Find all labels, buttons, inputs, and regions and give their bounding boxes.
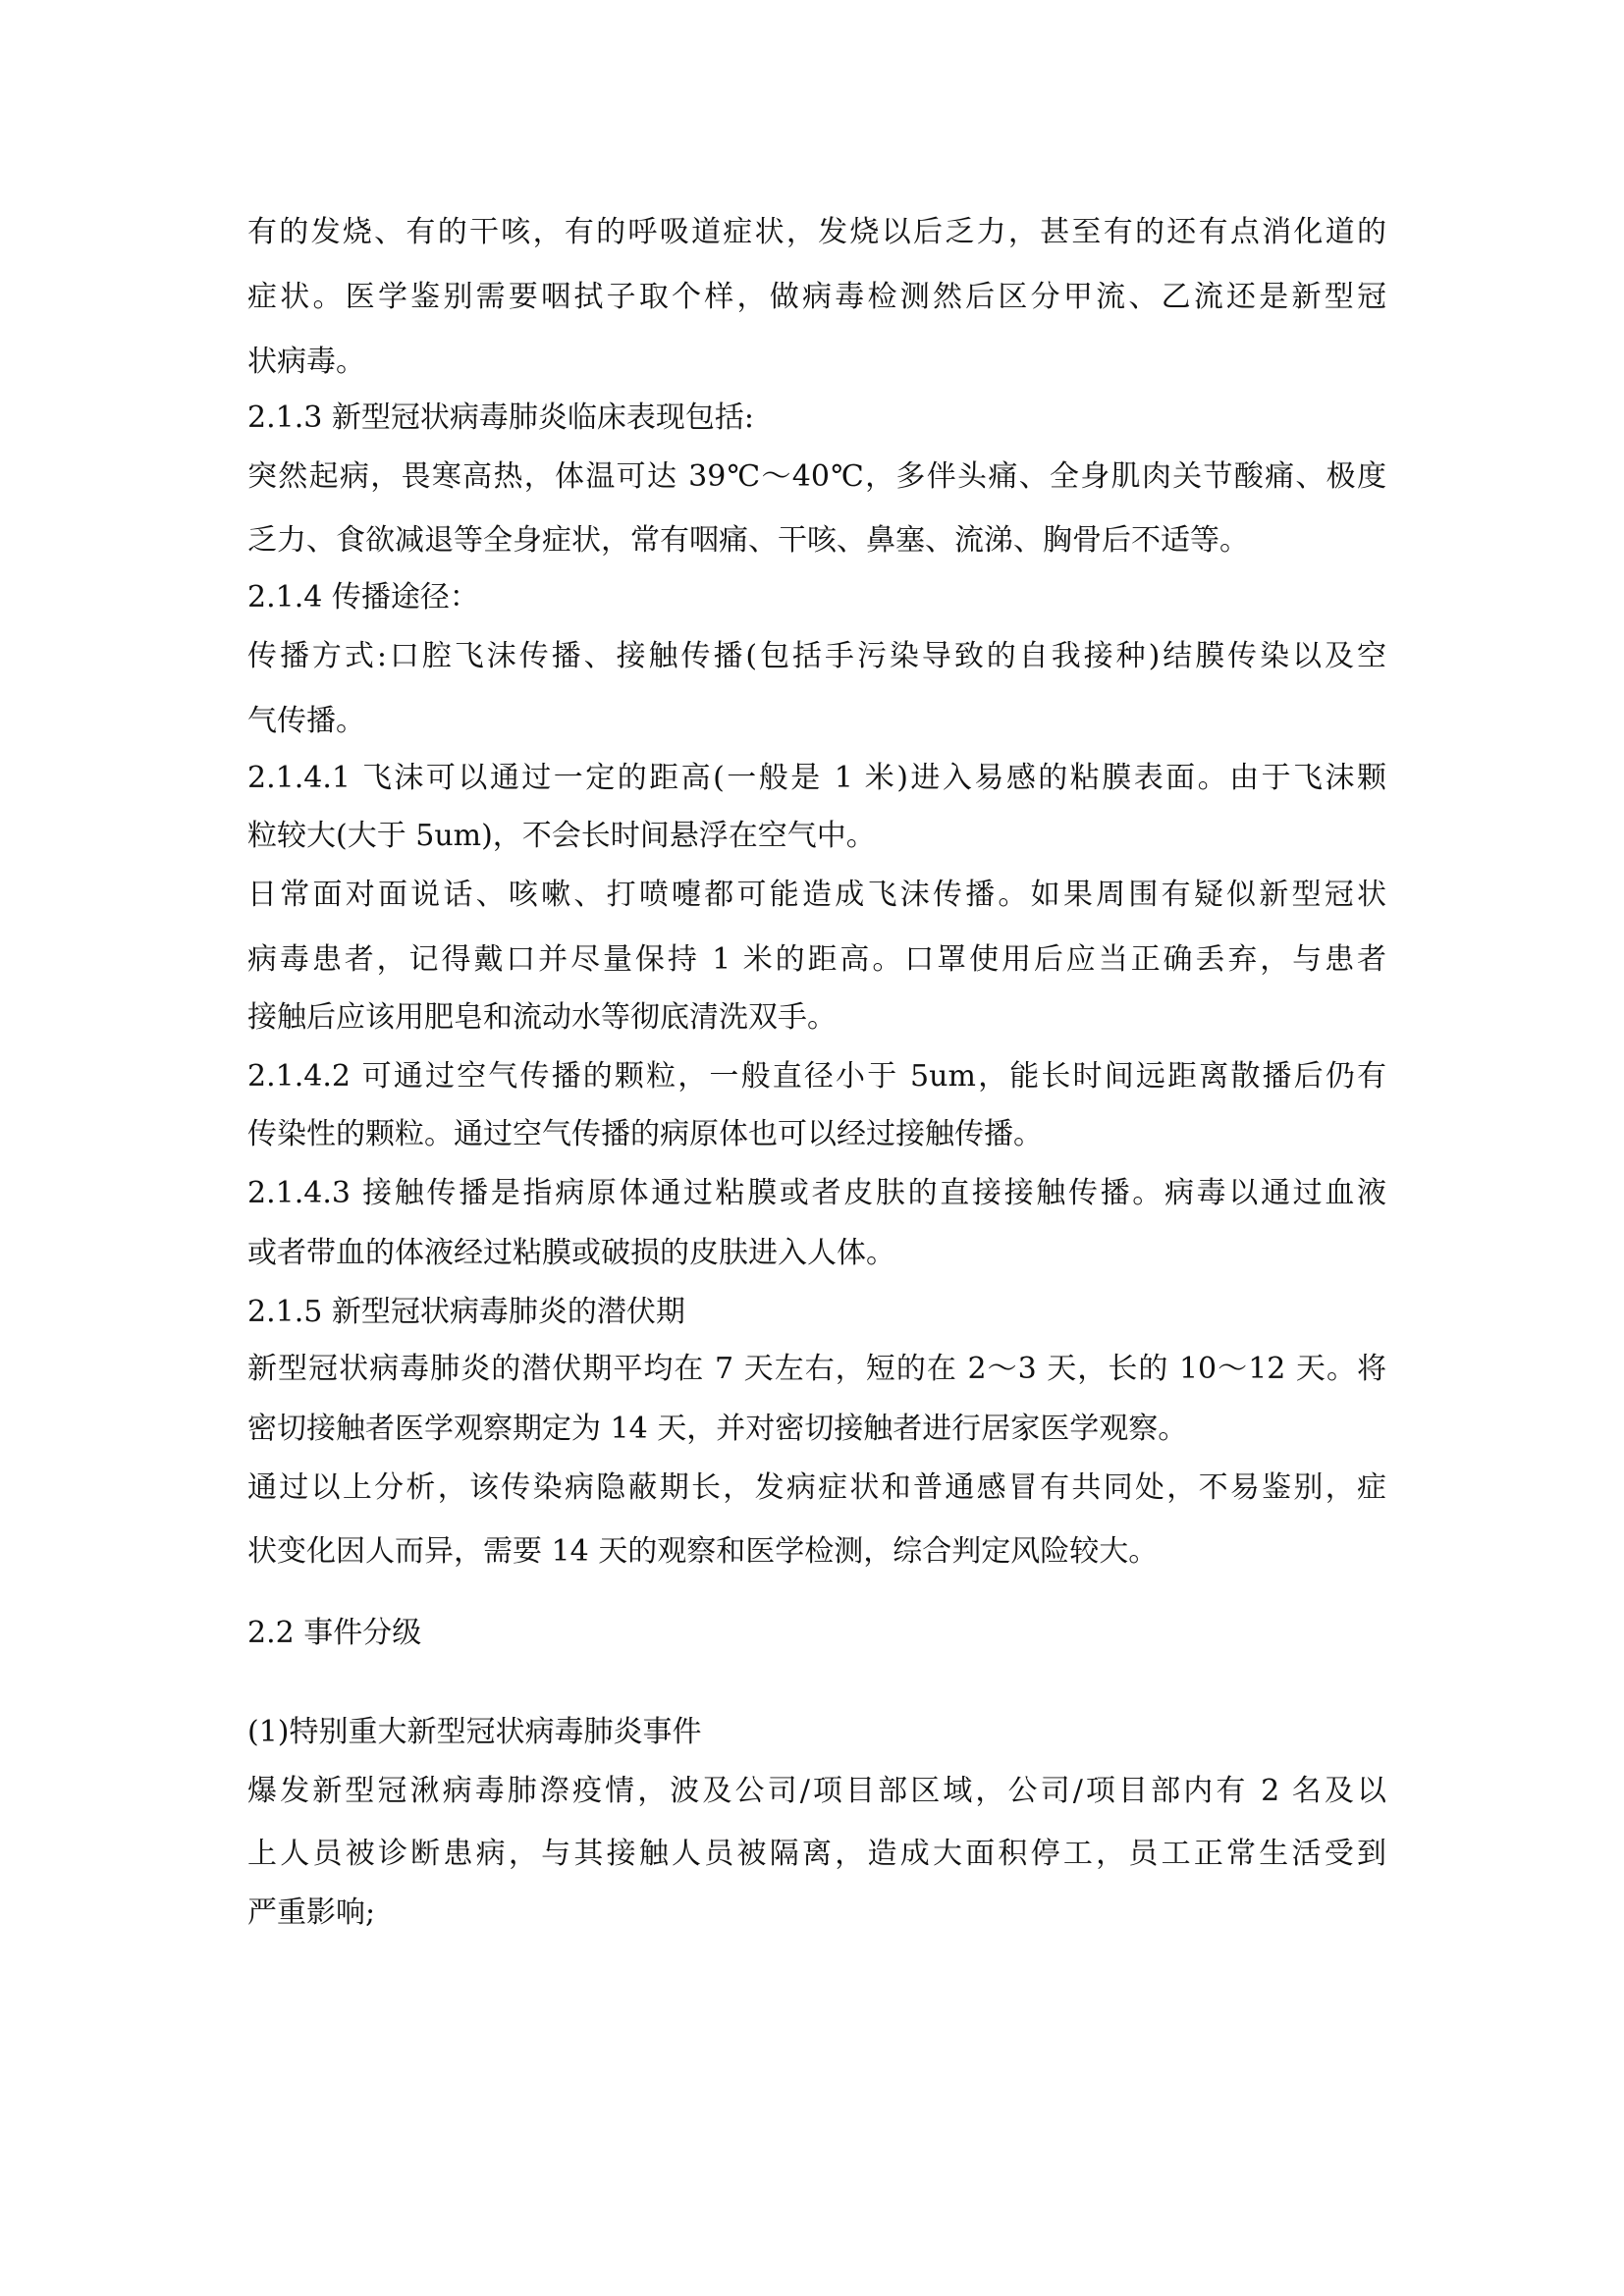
paragraph-line: 或者带血的体液经过粘膜或破损的皮肤进入人体。 bbox=[247, 1236, 895, 1270]
paragraph-line: 密切接触者医学观察期定为 14 天，并对密切接触者进行居家医学观察。 bbox=[247, 1412, 1188, 1446]
paragraph-line: 气传播。 bbox=[247, 704, 365, 738]
paragraph-line: 有的发烧、有的干咳，有的呼吸道症状，发烧以后乏力，甚至有的还有点消化道的 bbox=[247, 215, 1386, 249]
section-heading-2-1-5: 2.1.5 新型冠状病毒肺炎的潜伏期 bbox=[247, 1295, 685, 1329]
paragraph-line: 状变化因人而异，需要 14 天的观察和医学检测，综合判定风险较大。 bbox=[247, 1534, 1159, 1569]
paragraph-line: 状病毒。 bbox=[247, 345, 365, 379]
paragraph-line: 爆发新型冠湫病毒肺漈疫情，波及公司/项目部区域，公司/项目部内有 2 名及以 bbox=[247, 1774, 1386, 1808]
paragraph-line: 严重影响; bbox=[247, 1896, 376, 1930]
paragraph-line: 传染性的颗粒。通过空气传播的病原体也可以经过接触传播。 bbox=[247, 1117, 1043, 1151]
paragraph-line: 乏力、食欲减退等全身症状，常有咽痛、干咳、鼻塞、流涕、胸骨后不适等。 bbox=[247, 523, 1249, 558]
paragraph-line: 日常面对面说话、咳嗽、打喷嚏都可能造成飞沫传播。如果周围有疑似新型冠状 bbox=[247, 878, 1386, 912]
section-2-1-4-1-line: 2.1.4.1 飞沫可以通过一定的距高(一般是 1 米)进入易感的粘膜表面。由于飞沫颗 bbox=[247, 761, 1386, 795]
section-heading-2-1-3: 2.1.3 新型冠状病毒肺炎临床表现包括: bbox=[247, 400, 754, 435]
paragraph-line: 传播方式:口腔飞沫传播、接触传播(包括手污染导致的自我接种)结膜传染以及空 bbox=[247, 639, 1386, 673]
paragraph-line: 通过以上分析，该传染病隐蔽期长，发病症状和普通感冒有共同处，不易鉴别，症 bbox=[247, 1470, 1386, 1505]
paragraph-line: 病毒患者，记得戴口并尽量保持 1 米的距高。口罩使用后应当正确丢弃，与患者 bbox=[247, 942, 1386, 977]
paragraph-line: 症状。医学鉴别需要咽拭子取个样，做病毒检测然后区分甲流、乙流还是新型冠 bbox=[247, 280, 1386, 314]
paragraph-line: 新型冠状病毒肺炎的潜伏期平均在 7 天左右，短的在 2～3 天，长的 10～12 天。将 bbox=[247, 1352, 1386, 1386]
section-heading-2-1-4: 2.1.4 传播途径： bbox=[247, 580, 479, 614]
paragraph-line: 上人员被诊断患病，与其接触人员被隔离，造成大面积停工，员工正常生活受到 bbox=[247, 1837, 1386, 1871]
paragraph-line: 突然起病，畏寒高热，体温可达 39℃～40℃，多伴头痛、全身肌肉关节酸痛、极度 bbox=[247, 459, 1386, 494]
section-heading-2-2: 2.2 事件分级 bbox=[247, 1616, 422, 1650]
subsection-heading-1: (1)特别重大新型冠状病毒肺炎事件 bbox=[247, 1715, 702, 1749]
section-2-1-4-2-line: 2.1.4.2 可通过空气传播的颗粒，一般直径小于 5um，能长时间远距离散播后仍有 bbox=[247, 1059, 1386, 1094]
paragraph-line: 接触后应该用肥皂和流动水等彻底清洗双手。 bbox=[247, 1000, 837, 1035]
section-2-1-4-3-line: 2.1.4.3 接触传播是指病原体通过粘膜或者皮肤的直接接触传播。病毒以通过血液 bbox=[247, 1176, 1386, 1210]
paragraph-line: 粒较大(大于 5um)，不会长时间悬浮在空气中。 bbox=[247, 819, 876, 853]
